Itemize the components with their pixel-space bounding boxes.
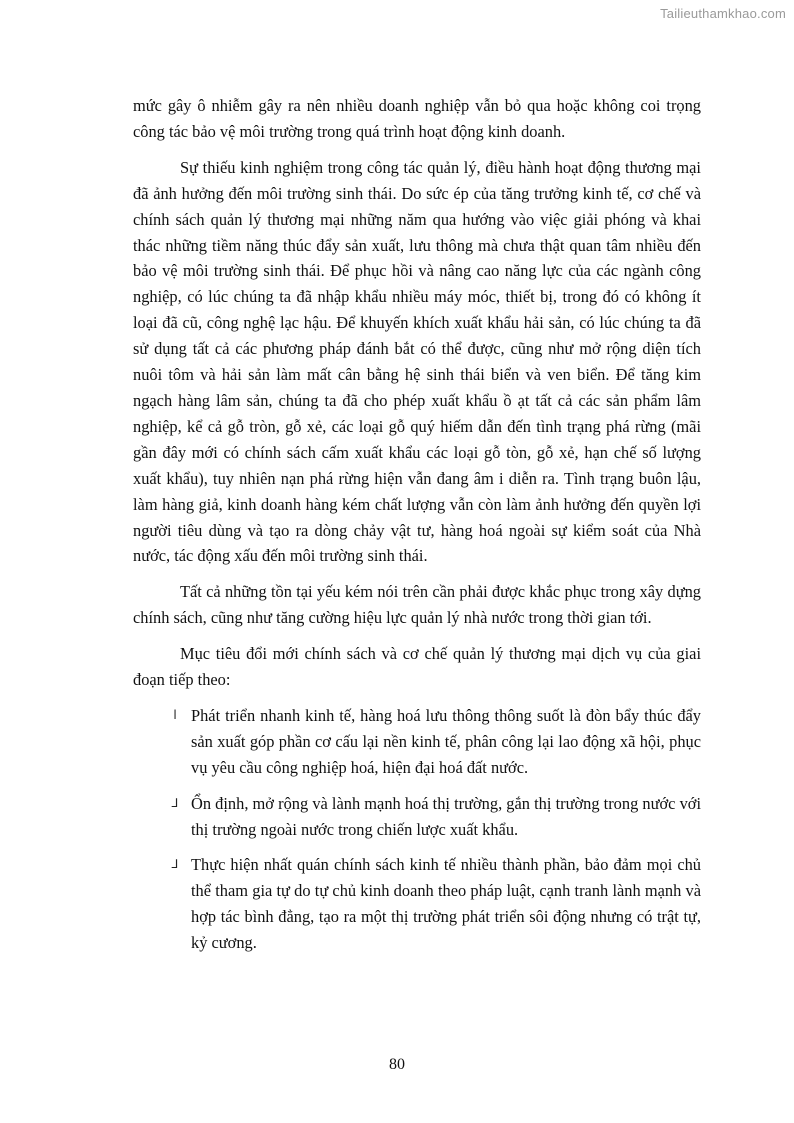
paragraph-shortcomings: Tất cả những tồn tại yếu kém nói trên cần phải được khắc phục trong xây dựng chính sách, cũng như tăng cường hiệu lực quản lý nhà nước trong thời gian tới. xyxy=(133,582,701,628)
bullet-marker-icon: l xyxy=(173,707,177,722)
bullet-marker-icon: ⅃ xyxy=(171,857,179,872)
document-body xyxy=(133,93,701,966)
bullet-marker-icon: ⅃ xyxy=(171,795,179,810)
paragraph-objectives-intro: Mục tiêu đổi mới chính sách và cơ chế quản lý thương mại dịch vụ của giai đoạn tiếp theo: xyxy=(133,644,701,690)
list-item xyxy=(133,852,701,956)
list-item-text: Phát triển nhanh kinh tế, hàng hoá lưu thông thông suốt là đòn bẩy thúc đẩy sản xuất góp phần cơ cấu lại nền kinh tế, phân công lại lao động xã hội, phục vụ yêu cầu công nghiệp hoá, hiện đại hoá đất nước. xyxy=(191,705,701,777)
watermark-text: Tailieuthamkhao.com xyxy=(660,6,786,21)
paragraph-experience: Sự thiếu kinh nghiệm trong công tác quản lý, điều hành hoạt động thương mại đã ảnh hưởng đến môi trường sinh thái. Do sức ép của tăng trưởng kinh tế, cơ chế và chính sách quản lý thương mại những năm qua hướng vào việc giải phóng và khai thác những tiềm năng thúc đẩy sản xuất, lưu thông mà chưa thật quan tâm nhiều đến bảo vệ môi trường sinh thái. Để phục hồi và nâng cao năng lực của các ngành công nghiệp, có lúc chúng ta đã nhập khẩu nhiều máy móc, thiết bị, trong đó có không ít loại đã cũ, công nghệ lạc hậu. Để khuyến khích xuất khẩu hải sản, có lúc chúng ta đã sử dụng tất cả các phương pháp đánh bắt có thể được, cũng như mở rộng diện tích nuôi tôm và hải sản làm mất cân bằng hệ sinh thái biển và ven biển. Để tăng kim ngạch hàng lâm sản, chúng ta đã cho phép xuất khẩu ồ ạt tất cả các sản phẩm lâm nghiệp, kể cả gỗ tròn, gỗ xẻ, các loại gỗ quý hiếm dẫn đến tình trạng phá rừng (mãi gần đây mới có chính sách cấm xuất khẩu các loại gỗ tòn, gỗ xẻ, hạn chế số lượng xuất khẩu), tuy nhiên nạn phá rừng hiện vẫn đang âm i diễn ra. Tình trạng buôn lậu, làm hàng giả, kinh doanh hàng kém chất lượng vẫn còn làm ảnh hưởng đến quyền lợi người tiêu dùng và tạo ra dòng chảy vật tư, hàng hoá ngoài sự kiểm soát của Nhà nước, tác động xấu đến môi trường sinh thái. xyxy=(133,157,701,566)
list-item-text: Thực hiện nhất quán chính sách kinh tế nhiều thành phần, bảo đảm mọi chủ thể tham gia tự do tự chủ kinh doanh theo pháp luật, cạnh tranh lành mạnh và hợp tác bình đẳng, tạo ra một thị trường phát triển sôi động nhưng có trật tự, kỷ cương. xyxy=(191,855,701,953)
list-item-text: Ổn định, mở rộng và lành mạnh hoá thị trường, gắn thị trường trong nước với thị trường ngoài nước trong chiến lược xuất khẩu. xyxy=(191,793,701,839)
list-item xyxy=(133,791,701,843)
page-number: 80 xyxy=(389,1056,405,1073)
paragraph-continued: mức gây ô nhiễm gây ra nên nhiều doanh nghiệp vẫn bỏ qua hoặc không coi trọng công tác bảo vệ môi trường trong quá trình hoạt động kinh doanh. xyxy=(133,96,701,141)
list-item xyxy=(133,703,701,781)
